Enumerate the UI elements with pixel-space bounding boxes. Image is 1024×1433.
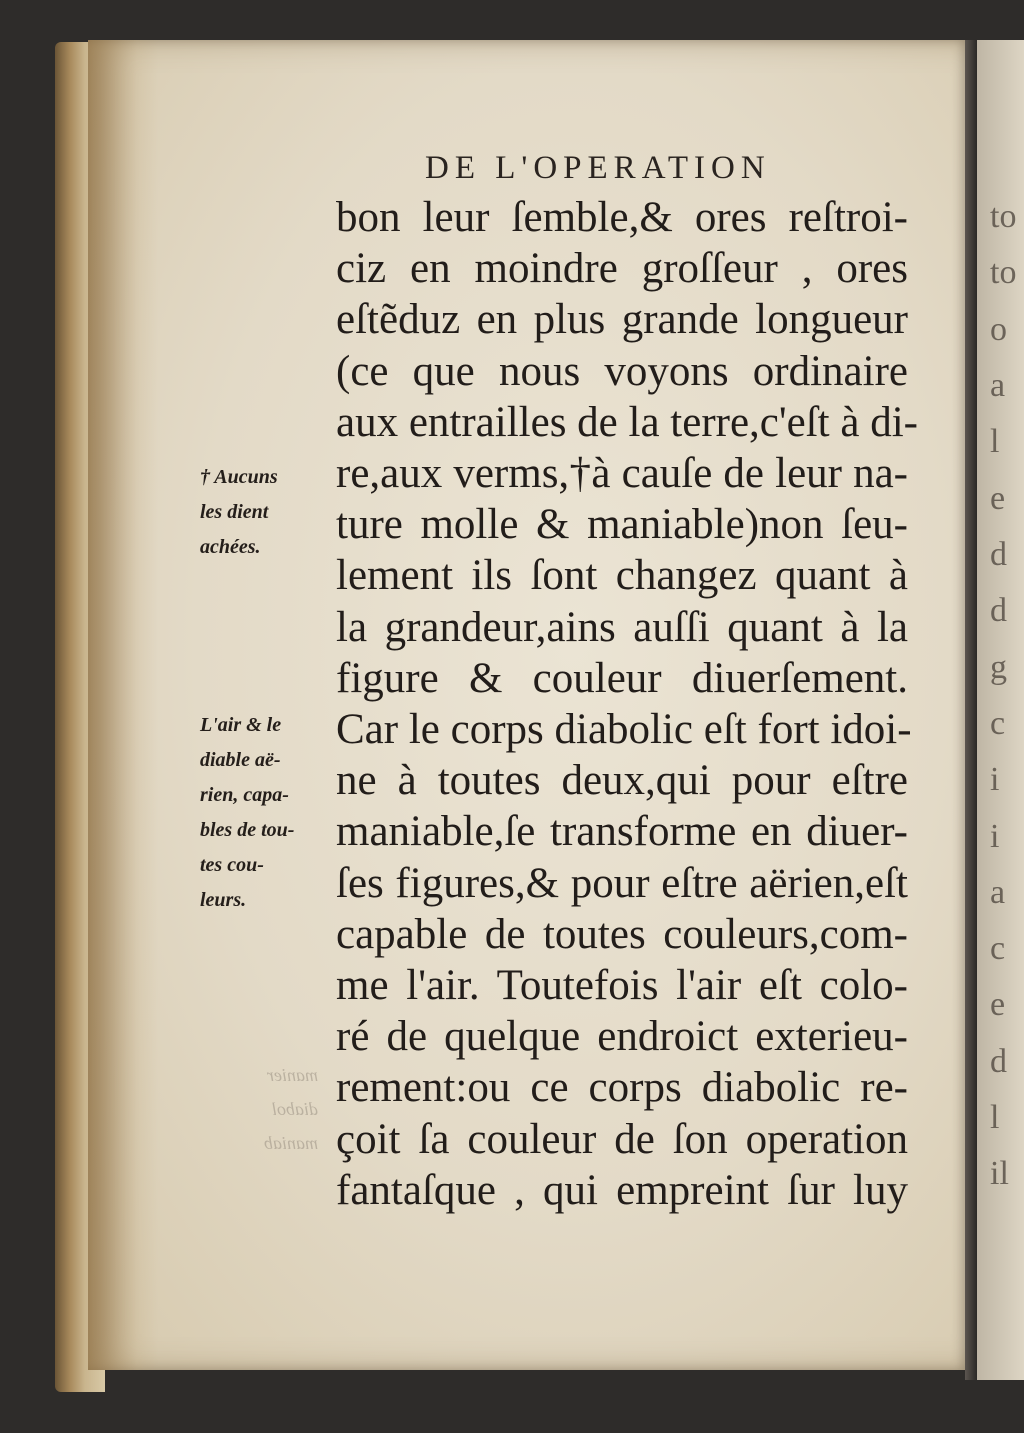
facing-page-fragment: i	[990, 761, 1000, 799]
body-line: maniable,ſe transforme en diuer-	[336, 808, 908, 856]
body-line: ne à toutes deux,qui pour eſtre	[336, 757, 908, 805]
running-head: DE L'OPERATION	[425, 150, 771, 186]
margin-note-line: rien, capa-	[200, 784, 289, 806]
facing-page-fragment: g	[990, 648, 1007, 686]
body-line: ſes figures,& pour eſtre aërien,eſt	[336, 859, 908, 907]
facing-page-fragment: a	[990, 873, 1006, 911]
margin-note-line: † Aucuns	[200, 466, 278, 488]
body-line: eſtẽduz en plus grande longueur	[336, 296, 908, 344]
margin-note-line: les dient	[200, 501, 269, 523]
body-line: me l'air. Toutefois l'air eſt colo-	[336, 962, 908, 1010]
facing-page-fragment: il	[990, 1155, 1009, 1193]
margin-note-line: diable aë-	[200, 749, 281, 771]
facing-page-fragment: d	[990, 535, 1007, 573]
facing-page-fragment: e	[990, 986, 1006, 1024]
bleed-line: manier	[267, 1065, 318, 1085]
margin-note-line: tes cou-	[200, 854, 264, 876]
facing-page-fragment: c	[990, 704, 1006, 742]
body-line: la grandeur,ains auſſi quant à la	[336, 603, 908, 651]
facing-page-fragment: c	[990, 930, 1006, 968]
book-gutter	[965, 40, 977, 1380]
margin-note-line: leurs.	[200, 889, 247, 911]
bleed-line: maniab	[264, 1133, 318, 1153]
bleed-through-text	[228, 1058, 318, 1160]
body-line: ré de quelque endroict exterieu-	[336, 1013, 908, 1061]
body-line: çoit ſa couleur de ſon operation	[336, 1115, 908, 1163]
margin-note-achees	[200, 460, 330, 565]
facing-page-fragment: e	[990, 479, 1006, 517]
body-line: (ce que nous voyons ordinaire	[336, 347, 908, 395]
facing-page-fragment: a	[990, 366, 1006, 404]
body-text	[336, 192, 918, 1216]
margin-note-line: achées.	[200, 536, 261, 558]
facing-page-fragment: to	[990, 254, 1017, 292]
body-line: re,aux verms,†à cauſe de leur na-	[336, 450, 908, 498]
page-edge-stain	[88, 40, 158, 1370]
margin-note-line: bles de tou-	[200, 819, 295, 841]
body-line: capable de toutes couleurs,com-	[336, 910, 908, 958]
facing-page-fragment: d	[990, 592, 1007, 630]
facing-page-fragment: d	[990, 1042, 1007, 1080]
bleed-line: diabol	[271, 1099, 318, 1119]
facing-page-fragment: l	[990, 1099, 1000, 1137]
body-line: aux entrailles de la terre,c'eſt à di-	[336, 398, 918, 446]
body-line: bon leur ſemble,& ores reſtroi-	[336, 194, 908, 241]
body-line: Car le corps diabolic eſt fort idoi-	[336, 706, 912, 754]
body-line: lement ils ſont changez quant à	[336, 552, 908, 600]
facing-page-fragment: l	[990, 423, 1000, 461]
margin-note-air-diable	[200, 708, 330, 918]
facing-page-fragment: o	[990, 310, 1007, 348]
margin-note-line: L'air & le	[200, 714, 282, 736]
body-line: fantaſque , qui empreint ſur luy	[336, 1166, 908, 1214]
body-line: rement:ou ce corps diabolic re-	[336, 1064, 908, 1112]
body-line: ture molle & maniable)non ſeu-	[336, 501, 908, 549]
facing-page-fragment: i	[990, 817, 1000, 855]
body-line: figure & couleur diuerſement.	[336, 654, 908, 702]
body-line: ciz en moindre groſſeur , ores	[336, 245, 908, 293]
facing-page-fragment: to	[990, 198, 1017, 235]
